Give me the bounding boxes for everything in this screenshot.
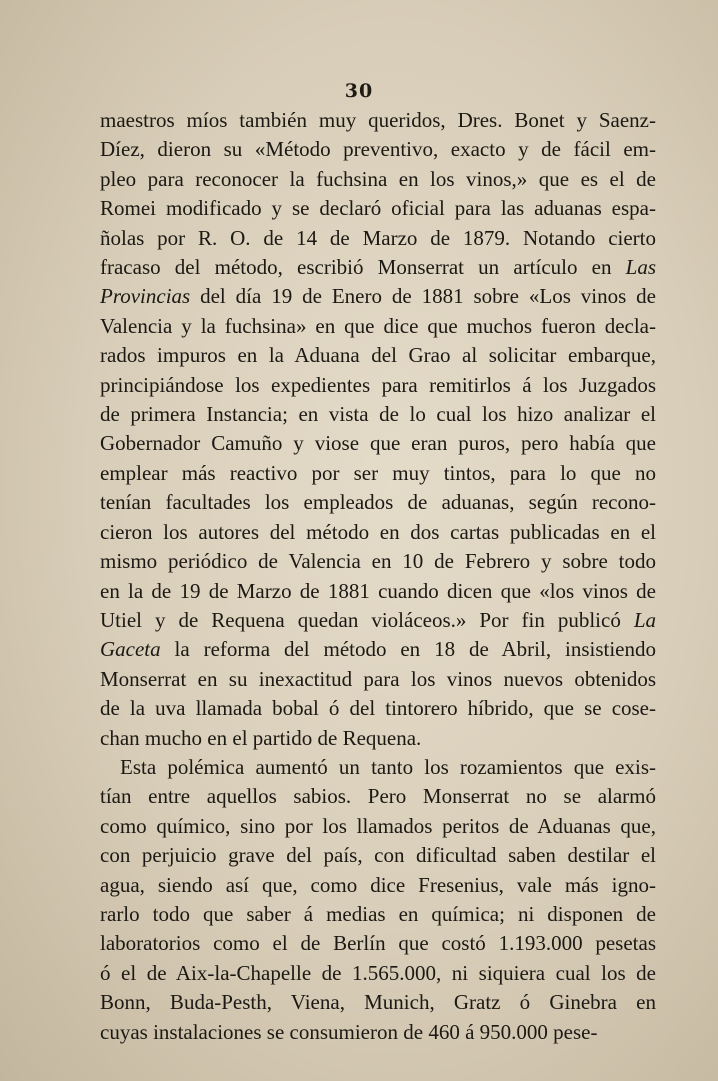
text-line — [100, 753, 656, 782]
text-segment: Monserrat en su inexactitud para los vinos nuevos obtenidos — [100, 666, 656, 691]
italic-text: Las — [625, 255, 656, 280]
text-segment: Esta polémica aumentó un tanto los rozamientos que exis- — [120, 754, 656, 779]
text-segment: como químico, sino por los llamados peritos de Aduanas que, — [100, 813, 656, 838]
text-line — [100, 547, 656, 576]
text-line — [100, 282, 656, 311]
text-line — [100, 224, 656, 253]
text-segment: principiándose los expedientes para remitirlos á los Juzgados — [100, 372, 656, 397]
text-line — [100, 841, 656, 870]
text-segment: de la uva llamada bobal ó del tintorero híbrido, que se cose- — [100, 696, 656, 721]
text-line — [100, 900, 656, 929]
text-line — [100, 959, 656, 988]
text-line — [100, 341, 656, 370]
text-segment: ó el de Aix-la-Chapelle de 1.565.000, ni siquiera cual los de — [100, 960, 656, 985]
text-segment: mismo periódico de Valencia en 10 de Febrero y sobre todo — [100, 549, 656, 574]
text-line — [100, 194, 656, 223]
text-line — [100, 871, 656, 900]
text-segment: agua, siendo así que, como dice Fresenius, vale más igno- — [100, 872, 656, 897]
text-segment: rados impuros en la Aduana del Grao al solicitar embarque, — [100, 343, 656, 368]
text-segment: cieron los autores del método en dos cartas publicadas en el — [100, 519, 656, 544]
text-segment: maestros míos también muy queridos, Dres. Bonet y Saenz- — [100, 108, 656, 132]
text-segment: fracaso del método, escribió Monserrat un artículo en — [100, 255, 626, 280]
text-line — [100, 429, 656, 458]
text-segment: de primera Instancia; en vista de lo cual los hizo analizar el — [100, 402, 656, 427]
text-line — [100, 812, 656, 841]
text-line — [100, 106, 656, 135]
italic-text: Gaceta — [100, 637, 161, 662]
text-segment: chan mucho en el partido de Requena. — [100, 725, 422, 750]
page-number: 30 — [344, 80, 374, 102]
text-line — [100, 665, 656, 694]
text-line — [100, 577, 656, 606]
text-line — [100, 1018, 656, 1047]
text-line — [100, 400, 656, 429]
text-segment: laboratorios como el de Berlín que costó 1.193.000 pesetas — [100, 931, 656, 956]
body-text — [100, 106, 656, 1047]
text-line — [100, 929, 656, 958]
text-segment: pleo para reconocer la fuchsina en los vinos,» que es el de — [100, 166, 656, 191]
text-line — [100, 135, 656, 164]
text-segment: cuyas instalaciones se consumieron de 460 á 950.000 pese- — [100, 1019, 598, 1044]
text-segment: ñolas por R. O. de 14 de Marzo de 1879. Notando cierto — [100, 225, 656, 250]
text-segment: Valencia y la fuchsina» en que dice que muchos fueron decla- — [100, 313, 656, 338]
text-segment: del día 19 de Enero de 1881 sobre «Los vinos de — [190, 284, 656, 309]
text-segment: tenían facultades los empleados de aduanas, según recono- — [100, 490, 656, 515]
text-line — [100, 988, 656, 1017]
text-segment: con perjuicio grave del país, con dificultad saben destilar el — [100, 843, 656, 868]
text-segment: Utiel y de Requena quedan violáceos.» Por fin publicó — [100, 607, 634, 632]
text-line — [100, 694, 656, 723]
text-segment: Romei modificado y se declaró oficial para las aduanas espa- — [100, 196, 656, 221]
text-segment: la reforma del método en 18 de Abril, insistiendo — [160, 637, 656, 662]
text-line — [100, 724, 656, 753]
italic-text: Provincias — [100, 284, 191, 309]
text-segment: Bonn, Buda-Pesth, Viena, Munich, Gratz ó Ginebra en — [100, 990, 656, 1015]
text-segment: tían entre aquellos sabios. Pero Monserrat no se alarmó — [100, 784, 656, 809]
text-line — [100, 782, 656, 811]
text-line — [100, 312, 656, 341]
text-line — [100, 635, 656, 664]
text-line — [100, 488, 656, 517]
text-segment: en la de 19 de Marzo de 1881 cuando dicen que «los vinos de — [100, 578, 656, 603]
text-line — [100, 518, 656, 547]
text-line — [100, 253, 656, 282]
paragraph — [100, 106, 656, 753]
text-line — [100, 371, 656, 400]
text-segment: rarlo todo que saber á medias en química; ni disponen de — [100, 901, 656, 926]
paragraph — [100, 753, 656, 1047]
text-segment: Gobernador Camuño y viose que eran puros, pero había que — [100, 431, 656, 456]
text-segment: emplear más reactivo por ser muy tintos, para lo que no — [100, 460, 656, 485]
italic-text: La — [633, 607, 656, 632]
text-line — [100, 459, 656, 488]
text-line — [100, 606, 656, 635]
text-segment: Díez, dieron su «Método preventivo, exacto y de fácil em- — [100, 137, 656, 162]
text-line — [100, 165, 656, 194]
